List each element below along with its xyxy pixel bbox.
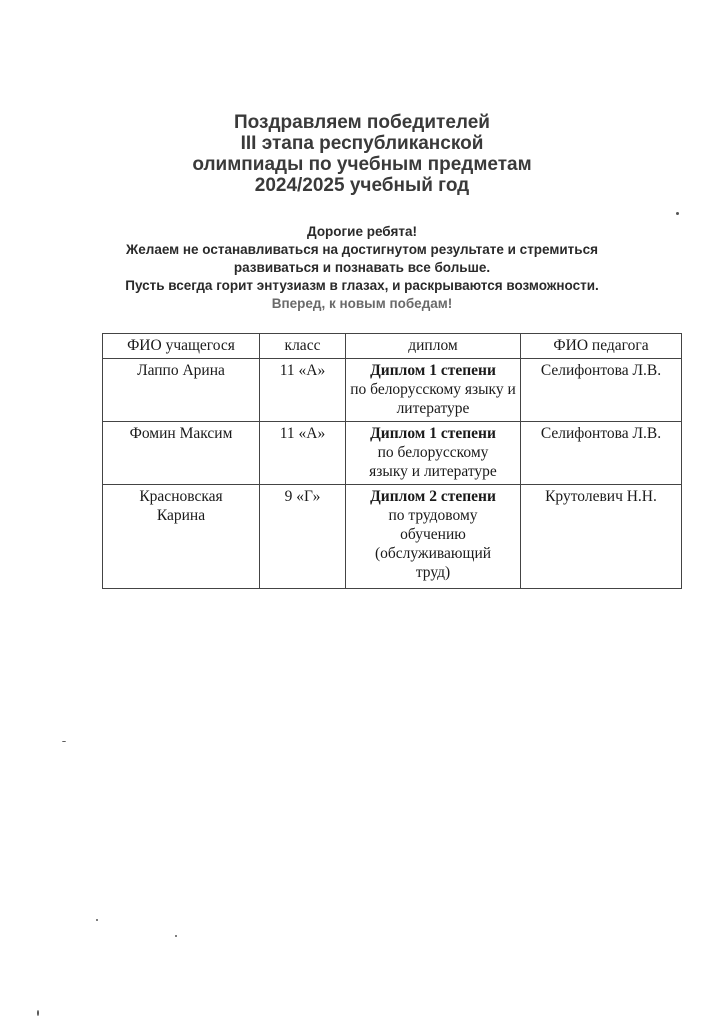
table-row <box>103 359 682 422</box>
greeting-line-1: Дорогие ребята! <box>307 224 417 239</box>
title-line-4: 2024/2025 учебный год <box>254 175 470 196</box>
diploma-degree: Диплом 1 степени <box>370 425 496 442</box>
student-class: 11 «А» <box>260 422 346 485</box>
scan-speck <box>676 212 679 215</box>
header-name: ФИО учащегося <box>103 334 260 359</box>
page-title <box>0 112 724 196</box>
student-name: Фомин Максим <box>103 422 260 485</box>
winners-table <box>102 333 682 589</box>
greeting-line-5: Вперед, к новым победам! <box>271 296 453 311</box>
diploma-degree: Диплом 2 степени <box>370 488 496 505</box>
teacher-name: Крутолевич Н.Н. <box>521 485 682 589</box>
student-class: 11 «А» <box>260 359 346 422</box>
scan-speck <box>175 935 177 937</box>
scan-speck <box>37 1010 39 1016</box>
header-teacher: ФИО педагога <box>521 334 682 359</box>
diploma-cell <box>346 485 521 589</box>
table-row <box>103 485 682 589</box>
scan-speck <box>62 741 66 742</box>
greeting-line-3: развиваться и познавать все больше. <box>233 260 491 275</box>
title-line-1: Поздравляем победителей <box>234 112 490 133</box>
diploma-subject: по белорусскому языку и литературе <box>350 381 516 417</box>
diploma-degree: Диплом 1 степени <box>370 362 496 379</box>
title-line-3: олимпиады по учебным предметам <box>192 154 532 175</box>
table-row <box>103 422 682 485</box>
title-line-2: III этапа республиканской <box>240 133 484 154</box>
header-class: класс <box>260 334 346 359</box>
diploma-subject: по белорусскому языку и литературе <box>369 444 497 480</box>
teacher-name: Селифонтова Л.В. <box>521 359 682 422</box>
table-header-row <box>103 334 682 359</box>
header-diploma: диплом <box>346 334 521 359</box>
greeting-line-2: Желаем не останавливаться на достигнутом результате и стремиться <box>126 242 598 257</box>
teacher-name: Селифонтова Л.В. <box>521 422 682 485</box>
diploma-subject: по трудовому обучению (обслуживающий труд) <box>374 507 492 581</box>
student-name: Красновская Карина <box>103 485 260 589</box>
student-name: Лаппо Арина <box>103 359 260 422</box>
greeting-line-4: Пусть всегда горит энтузиазм в глазах, и раскрываются возможности. <box>125 278 599 293</box>
diploma-cell <box>346 422 521 485</box>
scan-speck <box>96 919 98 921</box>
greeting-block <box>0 223 724 313</box>
diploma-cell <box>346 359 521 422</box>
student-class: 9 «Г» <box>260 485 346 589</box>
